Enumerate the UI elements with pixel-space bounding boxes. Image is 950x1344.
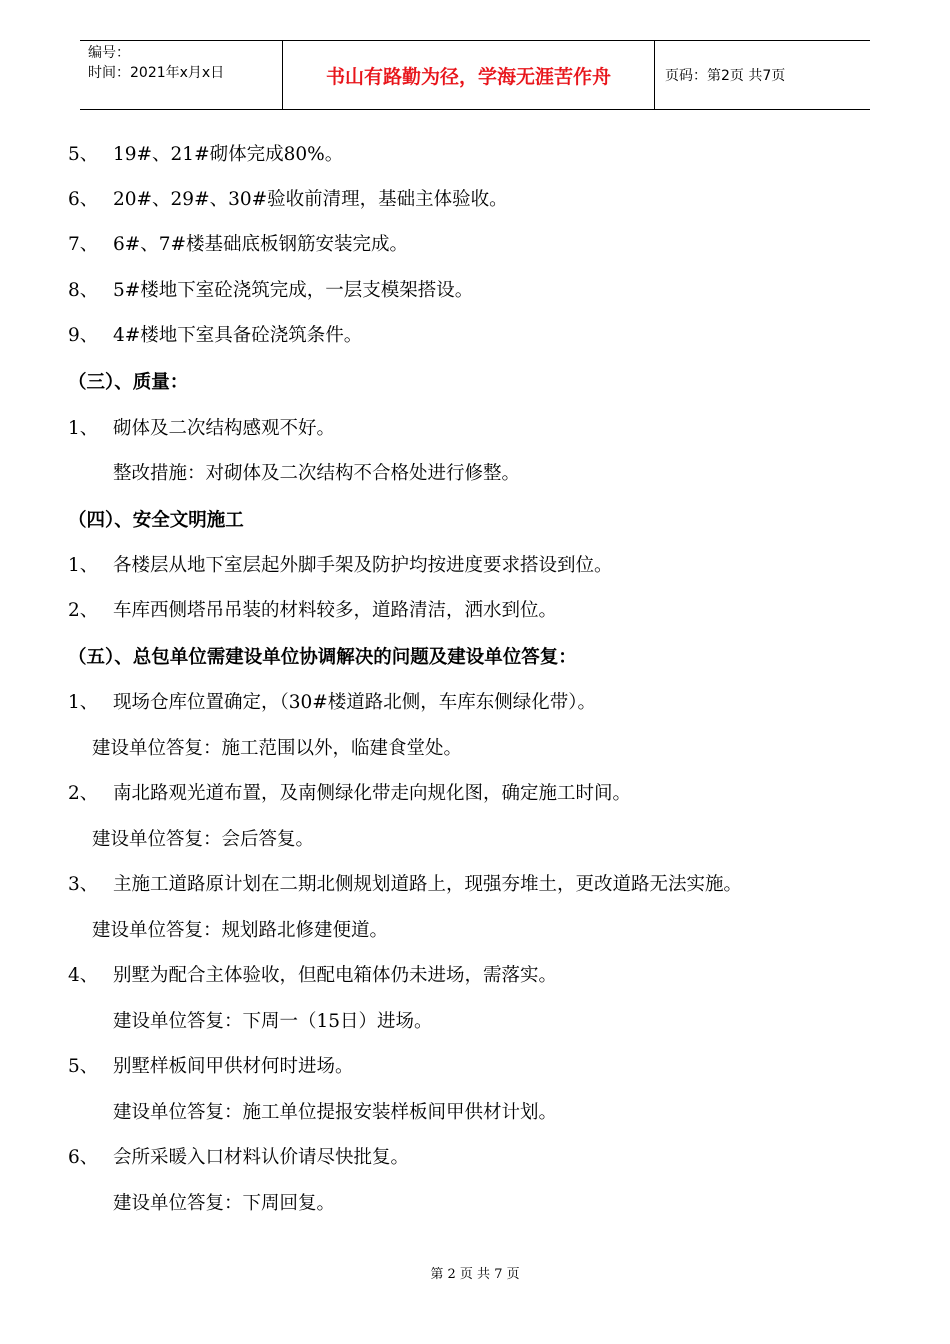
- owner-reply: 建设单位答复：施工单位提报安装样板间甲供材计划。: [113, 1102, 558, 1123]
- header-meta: [80, 41, 282, 109]
- rectification-measure: 整改措施：对砌体及二次结构不合格处进行修整。: [113, 463, 521, 484]
- owner-reply: 建设单位答复：下周一（15日）进场。: [113, 1011, 433, 1032]
- section-heading-quality: （三）、质量：: [68, 372, 189, 393]
- section-heading-issues: （五）、总包单位需建设单位协调解决的问题及建设单位答复：: [68, 647, 577, 668]
- owner-reply: 建设单位答复：下周回复。: [113, 1193, 336, 1214]
- page-footer: [0, 1263, 950, 1282]
- page-header: [80, 40, 870, 110]
- footer-page-number: 第 2 页 共 7 页: [430, 1267, 520, 1282]
- header-page-info: 页码：第2页 共7页: [665, 68, 786, 84]
- header-motto: 书山有路勤为径，学海无涯苦作舟: [282, 41, 655, 109]
- owner-reply: 建设单位答复：施工范围以外，临建食堂处。: [92, 738, 463, 759]
- section-heading-safety: （四）、安全文明施工: [68, 510, 244, 531]
- owner-reply: 建设单位答复：会后答复。: [92, 829, 315, 850]
- document-date: 时间：2021年x月x日: [88, 65, 225, 81]
- document-number-label: 编号：: [88, 45, 130, 61]
- owner-reply: 建设单位答复：规划路北修建便道。: [92, 920, 389, 941]
